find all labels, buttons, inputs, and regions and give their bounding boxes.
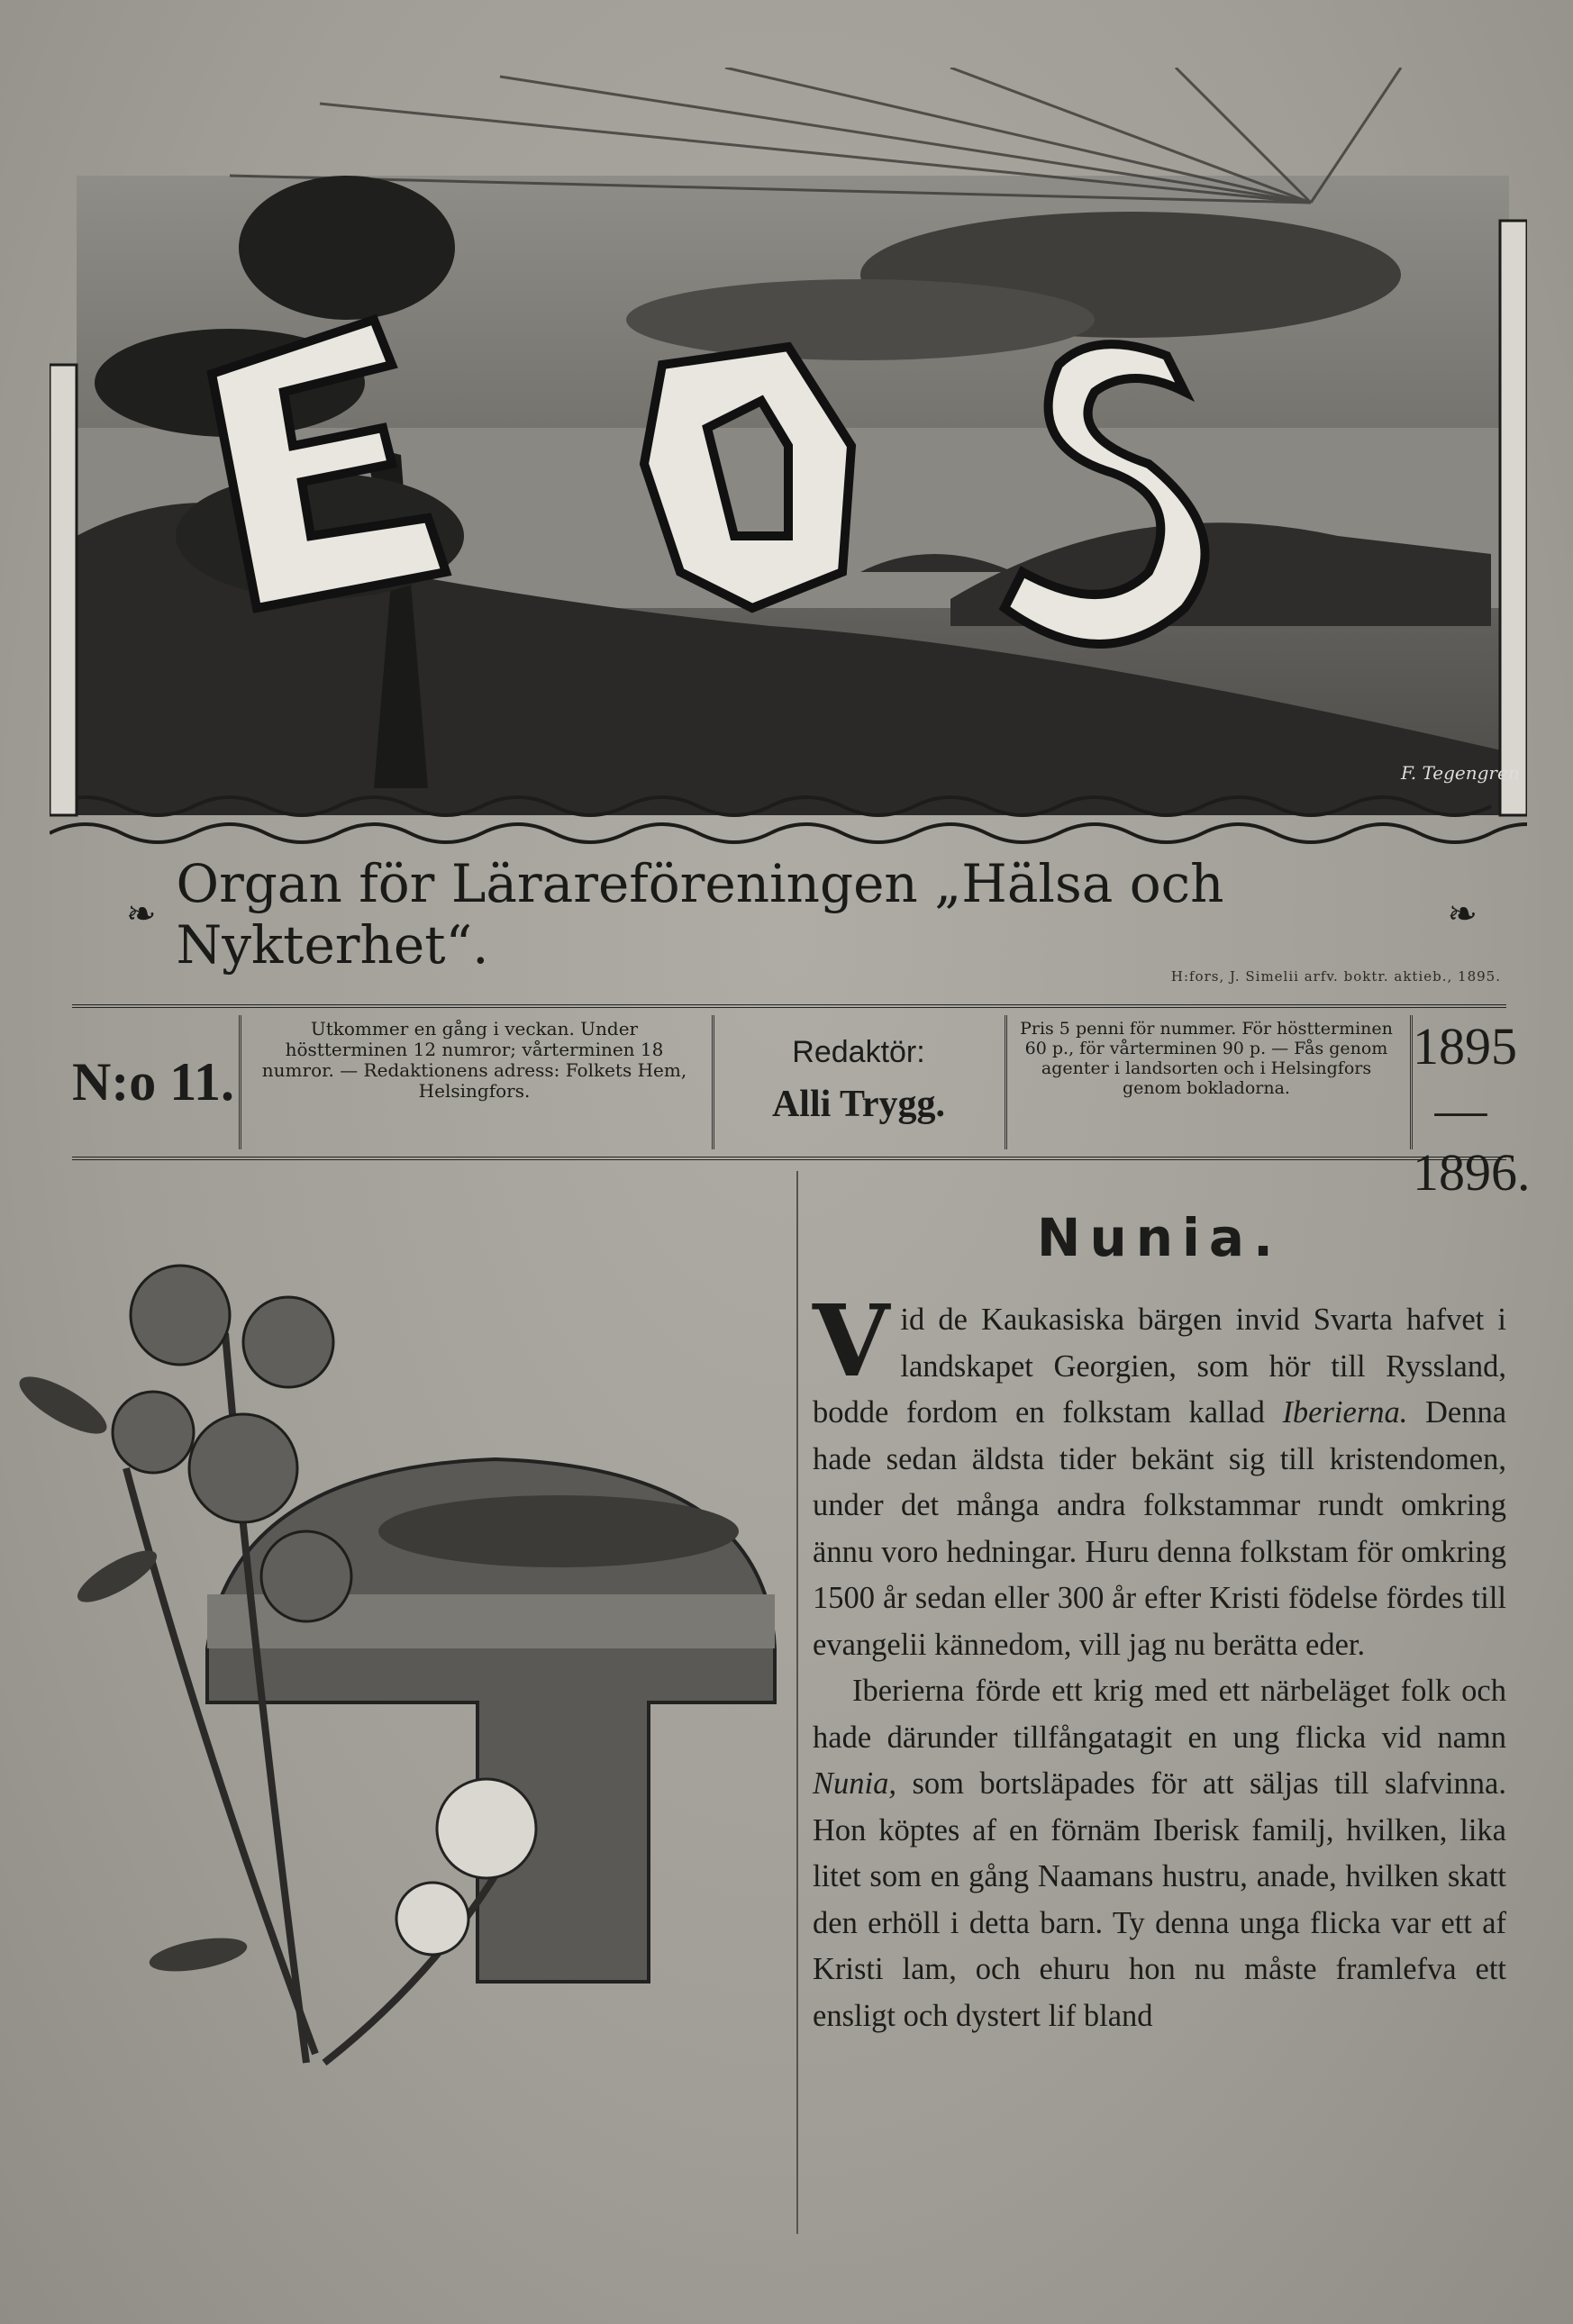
info-bar (72, 1004, 1531, 1202)
paragraph-text: id de Kaukasiska bärgen invid Svarta hafvet i landskapet Georgien, som hör till Ryssland, bodde fordom en folkstam kallad (813, 1303, 1506, 1430)
printer-line: H:fors, J. Simelii arfv. boktr. aktieb., 1895. (1170, 968, 1501, 985)
vignette-illustration (18, 1198, 793, 2099)
paragraph-text: som bortsläpades för att säljas till slafvinna. Hon köptes af en förnäm Iberisk familj, hvilken, lika litet som en gång Naamans hustru, anade, hvilken skatt den erhöll i detta barn. Ty denna unga flicka var ett af Kristi lam, och ehuru hon nu måste framlefva ett ensligt och dystert lif bland (813, 1766, 1506, 2033)
paragraph (813, 1283, 1507, 1668)
subtitle: Organ för Lärareföreningen „Hälsa och Nykterhet“. (176, 853, 1224, 976)
editor-name: Alli Trygg. (771, 1084, 946, 1125)
column-rule (796, 1171, 798, 2234)
paragraph-text: Iberierna förde ett krig med ett närbeläget folk och hade därunder tillfångatagit en ung flicka vid namn (813, 1674, 1506, 1755)
ornament-icon: ❧ (1447, 894, 1478, 935)
paragraph-text: Denna hade sedan äldsta tider bekänt sig till kristendomen, under det många andra folkstammar rundt omkring ännu voro hedningar. Huru denna folkstam för omkring 1500 år sedan eller 300 år efter Kristi födelse fördes till evangelii kännedom, vill jag nu berätta eder. (813, 1395, 1507, 1662)
issue-number: N:o 11. (72, 1052, 234, 1112)
landscape-clouds (378, 1495, 739, 1567)
ornament-icon: ❧ (126, 894, 157, 935)
frame-left (50, 365, 77, 815)
artist-signature: F. Tegengren (1401, 762, 1520, 784)
editor-label: Redaktör: (792, 1035, 925, 1069)
emphasis-text: Nunia, (813, 1766, 896, 1801)
cloud (626, 279, 1095, 360)
paragraph (813, 1668, 1506, 2039)
year-box (1410, 1015, 1531, 1202)
price-notice: Pris 5 penni för nummer. För höstterminen 60 p., för vårterminen 90 p. — Fås genom agenter i landsorten och i Helsingfors genom bokladorna. (1005, 1015, 1405, 1149)
subtitle-line (126, 853, 1478, 976)
emphasis-text: Iberierna. (1282, 1395, 1408, 1430)
article-title: Nunia. (1036, 1207, 1283, 1268)
masthead-illustration (50, 68, 1527, 851)
year-bottom: 1896. (1413, 1143, 1531, 1202)
frame-right (1500, 221, 1527, 815)
pine-tree-crown (239, 176, 455, 320)
masthead (50, 68, 1527, 851)
drop-cap: V (813, 1283, 890, 1399)
editor-box (712, 1015, 1003, 1149)
flower-vignette (18, 1198, 793, 2099)
year-top: 1895— (1413, 1017, 1517, 1139)
wave-border (50, 824, 1527, 842)
article (813, 1207, 1506, 2039)
article-body (813, 1283, 1507, 2039)
publication-notice: Utkommer en gång i veckan. Under höstterminen 12 numror; vårterminen 18 numror. — Redaktionens adress: Folkets Hem, Helsingfors. (239, 1015, 707, 1149)
